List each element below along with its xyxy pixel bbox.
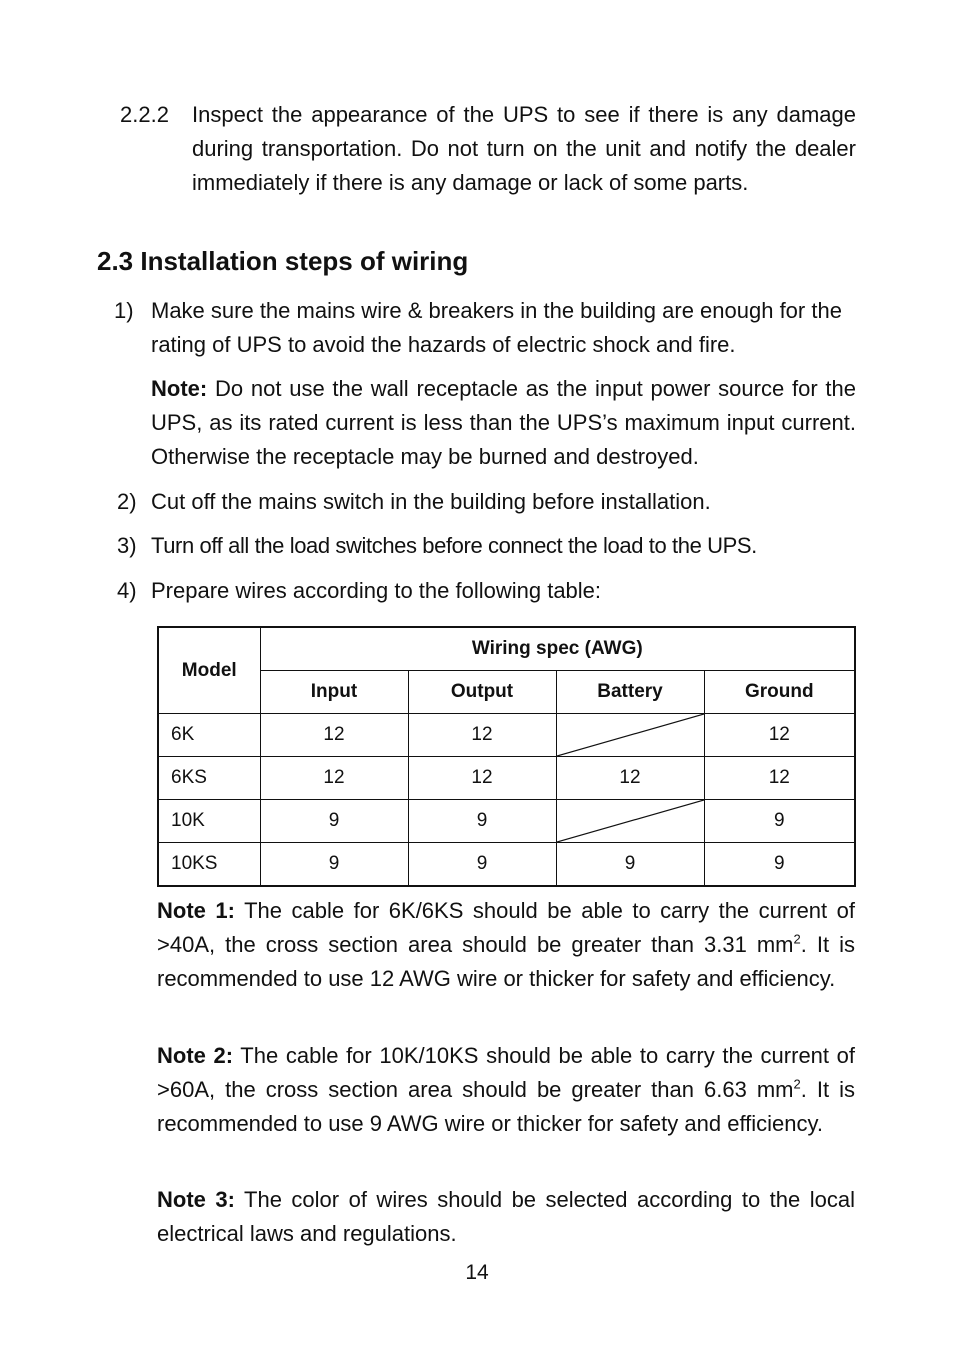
model-cell: 10K	[158, 800, 260, 843]
table-row	[158, 843, 855, 887]
note-text: Do not use the wall receptacle as the input power source for the UPS, as its rated current is less than the UPS’s maximum input current. Otherwise the receptacle may be burned and destroyed.	[151, 376, 856, 469]
diagonal-line	[557, 800, 704, 842]
input-cell: 12	[260, 757, 408, 800]
output-cell: 9	[408, 800, 556, 843]
model-cell: 6KS	[158, 757, 260, 800]
note-2	[157, 1039, 855, 1141]
section-number: 2.2.2	[120, 102, 169, 127]
output-cell: 12	[408, 714, 556, 757]
battery-cell-empty	[556, 800, 704, 843]
step-note	[151, 372, 856, 474]
wiring-spec-header: Wiring spec (AWG)	[260, 627, 855, 671]
step-text: Cut off the mains switch in the building before installation.	[151, 489, 711, 514]
table-subheader-row	[158, 671, 855, 714]
note-label: Note 2:	[157, 1043, 234, 1068]
step-number: 2)	[117, 489, 137, 514]
table-header-row	[158, 627, 855, 671]
ground-cell: 12	[704, 757, 855, 800]
section-2-2-2-paragraph: Inspect the appearance of the UPS to see if there is any damage during transportation. Do not turn on the unit and notify the dealer immediately if there is any damage or lack of some parts.	[192, 102, 856, 195]
input-cell: 9	[260, 800, 408, 843]
page-number: 14	[465, 1261, 489, 1284]
note-text: . It is recommended to use 12 AWG wire or thicker for safety and efficiency.	[157, 932, 856, 991]
note-1	[157, 894, 855, 996]
column-header-output: Output	[408, 671, 556, 714]
superscript: 2	[793, 931, 801, 947]
note-label: Note 3:	[157, 1187, 235, 1212]
column-header-battery: Battery	[556, 671, 704, 714]
note-label: Note 1:	[157, 898, 235, 923]
step-text: Turn off all the load switches before connect the load to the UPS.	[151, 533, 757, 558]
battery-cell: 9	[556, 843, 704, 887]
column-header-ground: Ground	[704, 671, 855, 714]
ground-cell: 9	[704, 800, 855, 843]
input-cell: 12	[260, 714, 408, 757]
battery-cell-empty	[556, 714, 704, 757]
note-text: The cable for 10K/10KS should be able to carry the current of >60A, the cross section area should be greater than 6.63 mm	[157, 1043, 855, 1102]
step-number: 3)	[117, 533, 137, 558]
table-row	[158, 757, 855, 800]
note-3	[157, 1183, 855, 1251]
model-cell: 10KS	[158, 843, 260, 887]
section-heading: 2.3 Installation steps of wiring	[97, 246, 469, 276]
note-text: The color of wires should be selected according to the local electrical laws and regulations.	[157, 1187, 855, 1246]
step-number: 1)	[114, 298, 134, 323]
battery-cell: 12	[556, 757, 704, 800]
step-text: Prepare wires according to the following table:	[151, 578, 602, 603]
output-cell: 9	[408, 843, 556, 887]
model-header: Model	[158, 627, 260, 714]
output-cell: 12	[408, 757, 556, 800]
wiring-spec-table	[157, 626, 856, 887]
column-header-input: Input	[260, 671, 408, 714]
model-cell: 6K	[158, 714, 260, 757]
table-row	[158, 714, 855, 757]
ground-cell: 12	[704, 714, 855, 757]
superscript: 2	[793, 1076, 801, 1092]
table-row	[158, 800, 855, 843]
input-cell: 9	[260, 843, 408, 887]
note-text: The cable for 6K/6KS should be able to carry the current of >40A, the cross section area should be greater than 3.31 mm	[157, 898, 856, 957]
note-label: Note:	[151, 376, 208, 401]
note-text: . It is recommended to use 9 AWG wire or thicker for safety and efficiency.	[157, 1077, 856, 1136]
ground-cell: 9	[704, 843, 855, 887]
step-number: 4)	[117, 578, 137, 603]
step-text: Make sure the mains wire & breakers in the building are enough for the rating of UPS to avoid the hazards of electric shock and fire.	[151, 298, 842, 357]
diagonal-line	[557, 714, 704, 756]
